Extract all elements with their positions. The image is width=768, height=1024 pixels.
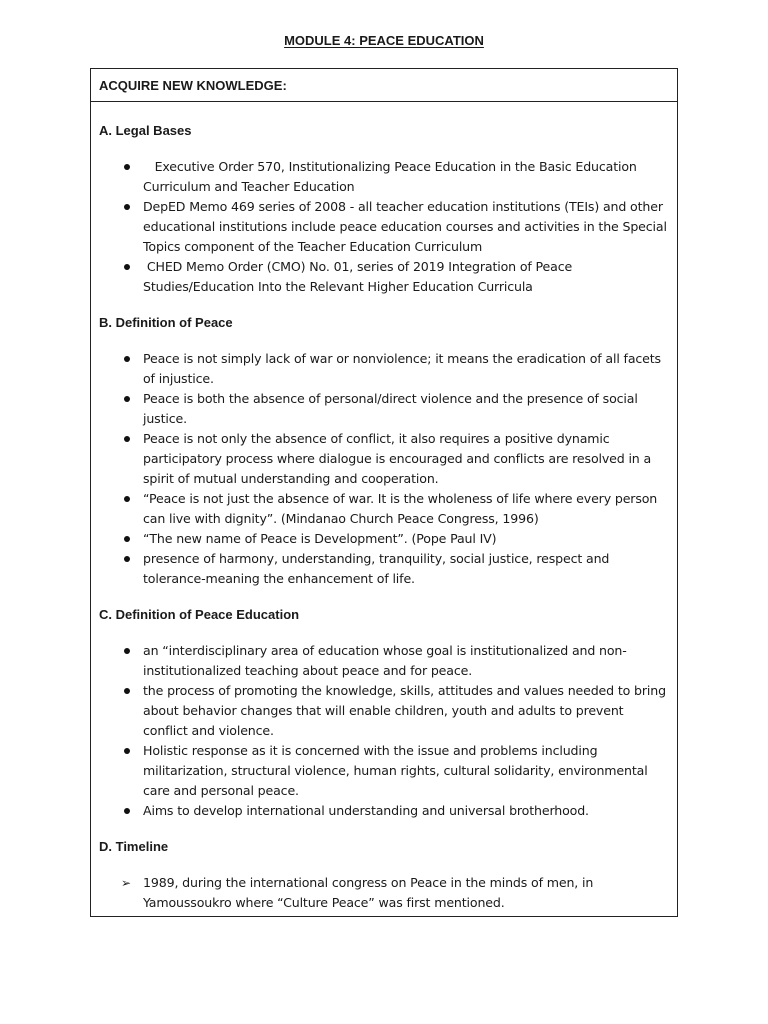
list-item-text: Peace is both the absence of personal/direct violence and the presence of social justice. bbox=[143, 391, 638, 426]
list-item-text: an “interdisciplinary area of education whose goal is institutionalized and non-institutionalized teaching about peace and for peace. bbox=[143, 643, 627, 678]
list-item-text: Aims to develop international understanding and universal brotherhood. bbox=[143, 803, 589, 818]
section-title: A. Legal Bases bbox=[99, 123, 192, 138]
list-item bbox=[99, 489, 669, 529]
bullet-icon bbox=[119, 389, 135, 409]
list-item bbox=[99, 429, 669, 489]
section-title: C. Definition of Peace Education bbox=[99, 607, 300, 622]
bullet-icon bbox=[119, 549, 135, 569]
list-item-text: DepED Memo 469 series of 2008 - all teacher education institutions (TEIs) and other educational institutions include peace education courses and activities in the Special Topics component of the Teacher Education Curriculum bbox=[143, 199, 667, 254]
list-item-text: Peace is not simply lack of war or nonviolence; it means the eradication of all facets of injustice. bbox=[143, 351, 661, 386]
section-definition-of-peace-education bbox=[99, 605, 669, 821]
list-item bbox=[99, 641, 669, 681]
list-item bbox=[99, 549, 669, 589]
module-title: MODULE 4: PEACE EDUCATION bbox=[284, 33, 484, 48]
bullet-icon bbox=[119, 681, 135, 701]
section-legal-bases bbox=[99, 121, 669, 297]
list-item bbox=[99, 257, 669, 297]
list-item-text: CHED Memo Order (CMO) No. 01, series of 2019 Integration of Peace Studies/Education Into the Relevant Higher Education Curricula bbox=[143, 259, 576, 294]
list-item bbox=[99, 197, 669, 257]
bullet-list bbox=[99, 157, 669, 297]
bullet-icon bbox=[119, 257, 135, 277]
bullet-icon bbox=[119, 429, 135, 449]
section-title: D. Timeline bbox=[99, 839, 169, 854]
box-content bbox=[91, 121, 677, 913]
list-item bbox=[99, 741, 669, 801]
bullet-icon bbox=[119, 801, 135, 821]
list-item-text: Holistic response as it is concerned with the issue and problems including militarization, structural violence, human rights, cultural solidarity, environmental care and personal peace. bbox=[143, 743, 648, 798]
bullet-list bbox=[99, 349, 669, 589]
list-item bbox=[99, 349, 669, 389]
arrow-list bbox=[99, 873, 669, 913]
bullet-icon bbox=[119, 349, 135, 369]
list-item bbox=[99, 389, 669, 429]
list-item-text: Executive Order 570, Institutionalizing Peace Education in the Basic Education Curriculum and Teacher Education bbox=[143, 159, 641, 194]
list-item-text: “The new name of Peace is Development”. (Pope Paul IV) bbox=[143, 531, 497, 546]
section-timeline bbox=[99, 837, 669, 913]
knowledge-box bbox=[90, 68, 678, 917]
bullet-icon bbox=[119, 529, 135, 549]
arrow-bullet-icon: ➢ bbox=[121, 876, 131, 890]
list-item-text: 1989, during the international congress on Peace in the minds of men, in Yamoussoukro where “Culture Peace” was first mentioned. bbox=[143, 875, 594, 910]
list-item bbox=[99, 801, 669, 821]
section-title: B. Definition of Peace bbox=[99, 315, 233, 330]
bullet-icon bbox=[119, 741, 135, 761]
list-item bbox=[99, 873, 669, 913]
bullet-icon bbox=[119, 641, 135, 661]
bullet-list bbox=[99, 641, 669, 821]
bullet-icon bbox=[119, 197, 135, 217]
list-item-text: the process of promoting the knowledge, skills, attitudes and values needed to bring about behavior changes that will enable children, youth and adults to prevent conflict and violence. bbox=[143, 683, 666, 738]
list-item-text: “Peace is not just the absence of war. It is the wholeness of life where every person can live with dignity”. (Mindanao Church Peace Congress, 1996) bbox=[143, 491, 658, 526]
list-item bbox=[99, 529, 669, 549]
section-definition-of-peace bbox=[99, 313, 669, 589]
bullet-icon bbox=[119, 489, 135, 509]
list-item-text: Peace is not only the absence of conflict, it also requires a positive dynamic participatory process where dialogue is encouraged and conflicts are resolved in a spirit of mutual understanding and cooperation. bbox=[143, 431, 652, 486]
list-item-text: presence of harmony, understanding, tranquility, social justice, respect and tolerance-meaning the enhancement of life. bbox=[143, 551, 610, 586]
list-item bbox=[99, 681, 669, 741]
bullet-icon bbox=[119, 157, 135, 177]
box-header: ACQUIRE NEW KNOWLEDGE: bbox=[91, 69, 677, 102]
list-item bbox=[99, 157, 669, 197]
